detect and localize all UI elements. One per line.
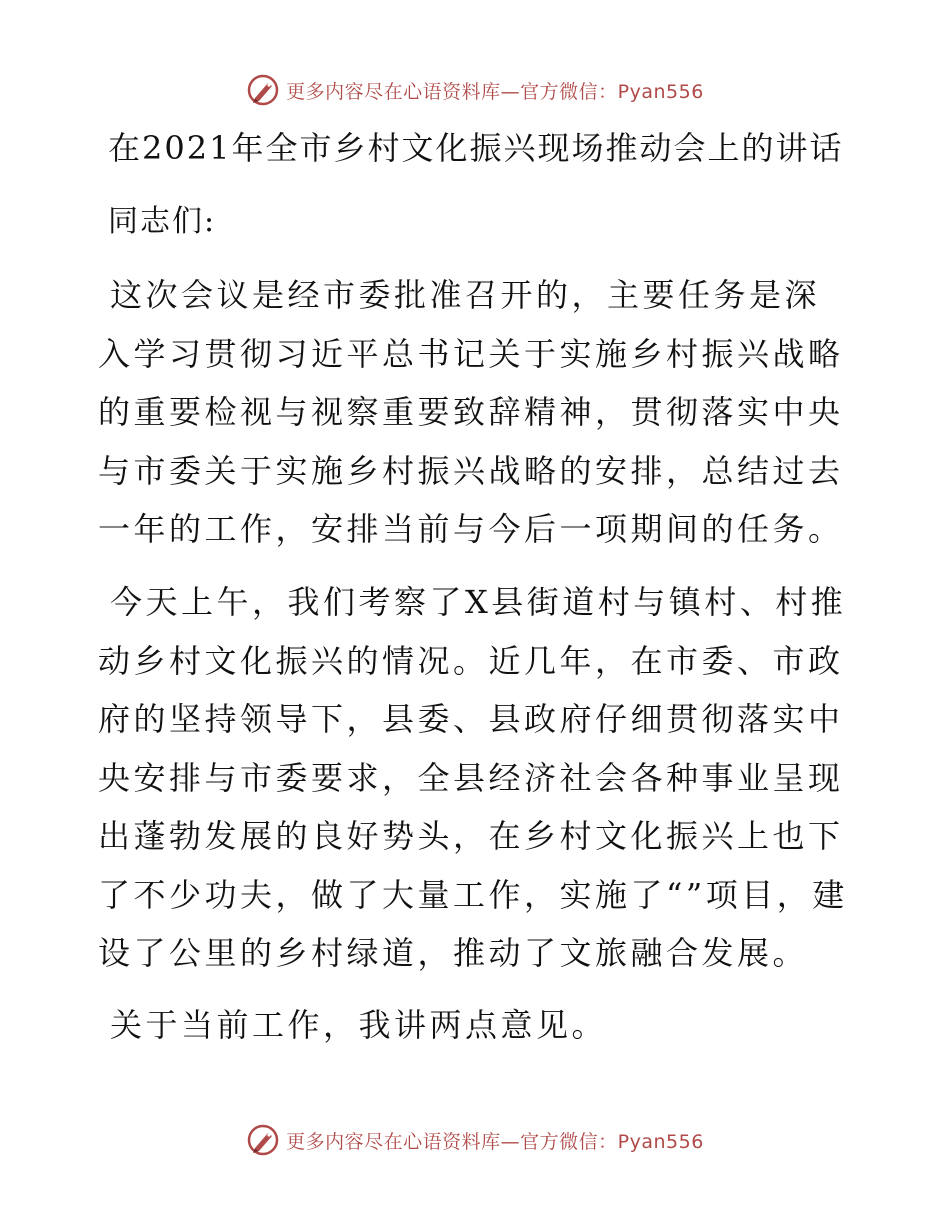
paragraph: 这次会议是经市委批准召开的，主要任务是深入学习贯彻习近平总书记关于实施乡村振兴战略的重要检视与视察重要致辞精神，贯彻落实中央与市委关于实施乡村振兴战略的安排，总结过去一年的工作，安排当前与今后一项期间的任务。 (98, 276, 844, 548)
watermark-text: 更多内容尽在心语资料库—官方微信：Pyan556 (286, 1130, 704, 1153)
paragraph: 今天上午，我们考察了X县街道村与镇村、村推动乡村文化振兴的情况。近几年，在市委、市政府的坚持领导下，县委、县政府仔细贯彻落实中央安排与市委要求，全县经济社会各种事业呈现出蓬勃发展的良好势头，在乡村文化振兴上也下了不少功夫，做了大量工作，实施了“”项目，建设了公里的乡村绿道，推动了文旅融合发展。 (98, 583, 848, 972)
pen-nib-logo-icon (246, 73, 280, 107)
watermark-footer (0, 1120, 950, 1160)
watermark-text: 更多内容尽在心语资料库—官方微信：Pyan556 (286, 80, 704, 103)
pen-nib-logo-icon (246, 1123, 280, 1157)
paragraph: 关于当前工作，我讲两点意见。 (110, 1006, 608, 1044)
document-title: 在2021年全市乡村文化振兴现场推动会上的讲话 (108, 129, 844, 167)
watermark-header (0, 70, 950, 110)
greeting: 同志们: (108, 204, 217, 239)
